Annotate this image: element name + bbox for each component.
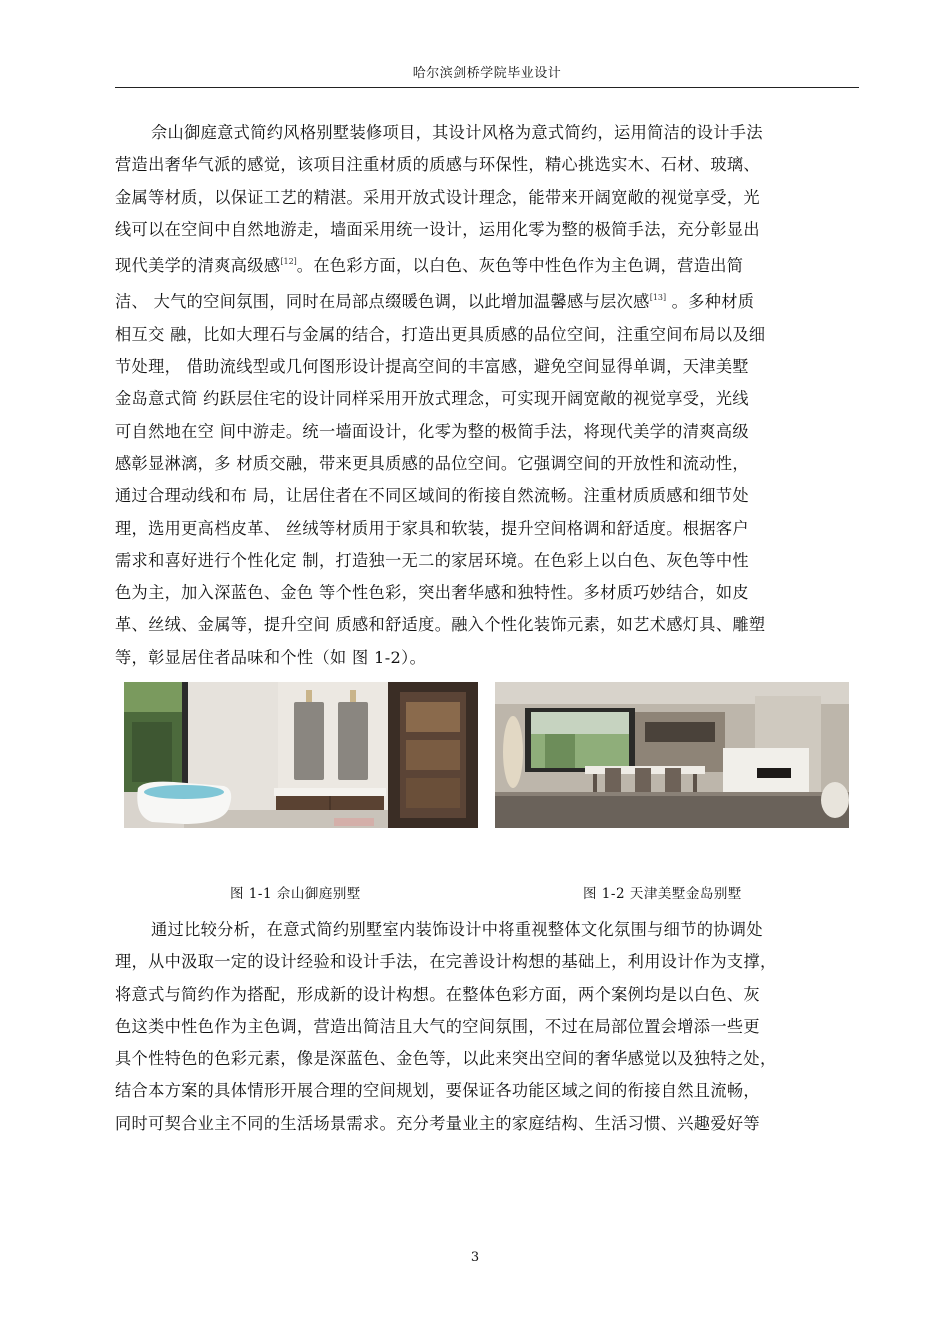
- paragraph-line: 金属等材质，以保证工艺的精湛。采用开放式设计理念，能带来开阔宽敞的视觉享受，光: [115, 187, 760, 207]
- paragraph-line: 等，彰显居住者品味和个性（如 图 1-2）。: [115, 647, 427, 667]
- page-number: 3: [470, 1250, 480, 1265]
- line-segment: 洁、 大气的空间氛围，同时在局部点缀暖色调，以此增加温馨感与层次感: [115, 292, 650, 312]
- paragraph-line: 节处理， 借助流线型或几何图形设计提高空间的丰富感，避免空间显得单调，天津美墅: [115, 357, 749, 377]
- paragraph-line: 结合本方案的具体情形开展合理的空间规划，要保证各功能区域之间的衔接自然且流畅，: [115, 1081, 760, 1101]
- paragraph-line: 革、丝绒、金属等，提升空间 质感和舒适度。融入个性化装饰元素，如艺术感灯具、雕塑: [115, 615, 766, 635]
- citation-13[interactable]: [13]: [649, 293, 667, 303]
- paragraph-line: 需求和喜好进行个性化定 制，打造独一无二的家居环境。在色彩上以白色、灰色等中性: [115, 550, 749, 570]
- page-header: 哈尔滨剑桥学院毕业设计: [412, 66, 562, 81]
- figure-1-1-caption: 图 1-1 佘山御庭别墅: [230, 886, 361, 902]
- paragraph-line: 营造出奢华气派的感觉，该项目注重材质的质感与环保性，精心挑选实木、石材、玻璃、: [115, 155, 760, 175]
- paragraph-line: 线可以在空间中自然地游走，墙面采用统一设计，运用化零为整的极简手法，充分彰显出: [115, 219, 760, 239]
- paragraph-line: 金岛意式简 约跃层住宅的设计同样采用开放式理念，可实现开阔宽敞的视觉享受，光线: [115, 389, 749, 409]
- paragraph-line: 具个性特色的色彩元素，像是深蓝色、金色等，以此来突出空间的奢华感觉以及独特之处，: [115, 1049, 777, 1069]
- figure-1-2-caption: 图 1-2 天津美墅金岛别墅: [583, 886, 742, 902]
- body-paragraph-1: [115, 117, 859, 674]
- header-divider: [115, 87, 859, 88]
- paragraph-line: 佘山御庭意式简约风格别墅装修项目，其设计风格为意式简约，运用简洁的设计手法: [151, 123, 763, 142]
- paragraph-line: 通过合理动线和布 局，让居住者在不同区域间的衔接自然流畅。注重材质质感和细节处: [115, 486, 749, 506]
- paragraph-line: 色这类中性色作为主色调，营造出简洁且大气的空间氛围，不过在局部位置会增添一些更: [115, 1016, 760, 1036]
- paragraph-line: 理，选用更高档皮革、 丝绒等材质用于家具和软装，提升空间格调和舒适度。根据客户: [115, 518, 749, 538]
- paragraph-line: [115, 246, 859, 282]
- paragraph-line: 同时可契合业主不同的生活场景需求。充分考量业主的家庭结构、生活习惯、兴趣爱好等: [115, 1113, 760, 1133]
- body-paragraph-2: [115, 914, 859, 1140]
- paragraph-line: [115, 282, 859, 318]
- paragraph-line: 感彰显淋漓，多 材质交融，带来更具质感的品位空间。它强调空间的开放性和流动性，: [115, 453, 749, 473]
- citation-12[interactable]: [12]: [280, 257, 297, 267]
- paragraph-line: 可自然地在空 间中游走。统一墙面设计，化零为整的极简手法，将现代美学的清爽高级: [115, 421, 749, 441]
- paragraph-line: 将意式与简约作为搭配，形成新的设计构想。在整体色彩方面，两个案例均是以白色、灰: [115, 984, 760, 1004]
- figure-1-2-photo: [495, 682, 849, 828]
- line-segment: 。在色彩方面，以白色、灰色等中性色作为主色调，营造出简: [296, 256, 744, 276]
- paragraph-line: 相互交 融，比如大理石与金属的结合，打造出更具质感的品位空间，注重空间布局以及细: [115, 324, 766, 344]
- line-segment: 。多种材质: [666, 292, 755, 312]
- paragraph-line: 理，从中汲取一定的设计经验和设计手法，在完善设计构想的基础上，利用设计作为支撑，: [115, 952, 777, 972]
- paragraph-line: 通过比较分析，在意式简约别墅室内装饰设计中将重视整体文化氛围与细节的协调处: [151, 920, 763, 939]
- paragraph-line: 色为主，加入深蓝色、金色 等个性色彩，突出奢华感和独特性。多材质巧妙结合，如皮: [115, 583, 749, 603]
- figure-1-1-photo: [124, 682, 478, 828]
- line-segment: 现代美学的清爽高级感: [115, 256, 281, 276]
